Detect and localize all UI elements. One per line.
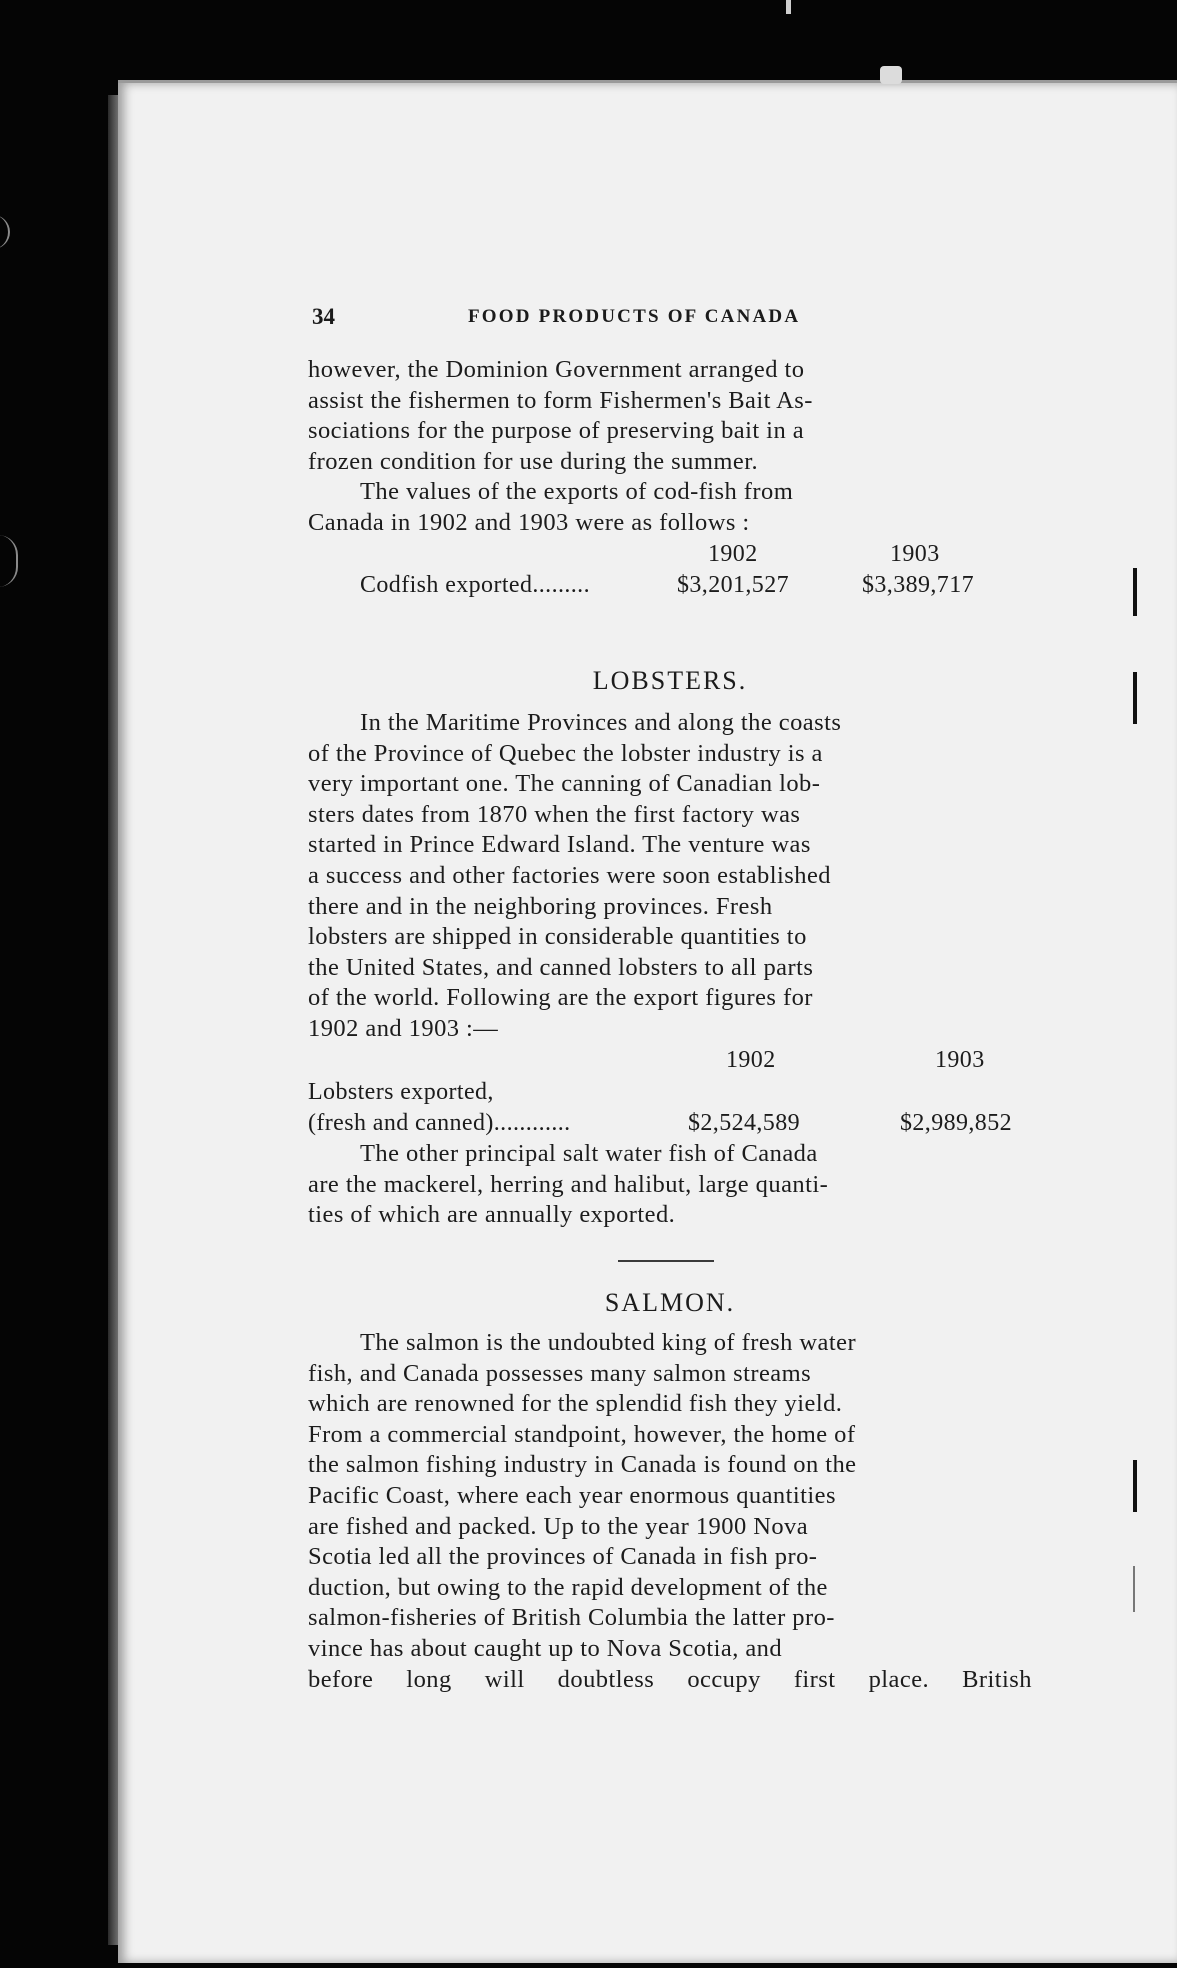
codfish-intro [308, 477, 1032, 538]
margin-mark [1133, 672, 1137, 724]
codfish-label: Codfish exported......... [360, 572, 590, 598]
text-line: 1902 and 1903 :— [308, 1014, 499, 1042]
lobsters-value-1902: $2,524,589 [688, 1110, 800, 1136]
text-line: the salmon fishing industry in Canada is found on the [308, 1451, 857, 1479]
salmon-heading: SALMON. [604, 1288, 736, 1317]
text-line: which are renowned for the splendid fish they yield. [308, 1390, 843, 1418]
left-margin-arc [0, 215, 10, 249]
text-line: The values of the exports of cod-fish from [360, 478, 794, 505]
margin-mark [1133, 568, 1137, 616]
lobsters-label-line-2: (fresh and canned)............ [308, 1110, 571, 1136]
section-divider [618, 1260, 714, 1262]
text-line: duction, but owing to the rapid development of the [308, 1573, 828, 1601]
lobsters-closing-paragraph [308, 1139, 1032, 1231]
text-line: frozen condition for use during the summer. [308, 447, 759, 475]
text-line: vince has about caught up to Nova Scotia, and [308, 1634, 783, 1662]
text-line: sters dates from 1870 when the first factory was [308, 800, 801, 828]
codfish-year-1902: 1902 [708, 541, 758, 567]
codfish-year-1903: 1903 [890, 541, 940, 567]
text-line: before long will doubtless occupy first place. British [308, 1665, 1032, 1693]
text-line: assist the fishermen to form Fishermen's Bait As- [308, 386, 813, 414]
lobsters-year-1902: 1902 [726, 1047, 776, 1073]
text-line: The salmon is the undoubted king of fresh water [360, 1329, 857, 1356]
lobsters-paragraph [308, 708, 1032, 1045]
text-line: very important one. The canning of Canadian lob- [308, 770, 821, 798]
text-line: of the Province of Quebec the lobster industry is a [308, 739, 823, 767]
left-margin-arc [0, 535, 18, 587]
text-line: lobsters are shipped in considerable quantities to [308, 923, 807, 951]
text-line: the United States, and canned lobsters to all parts [308, 953, 814, 981]
text-line: salmon-fisheries of British Columbia the latter pro- [308, 1604, 835, 1632]
codfish-value-1902: $3,201,527 [677, 572, 789, 598]
text-line: sociations for the purpose of preserving bait in a [308, 417, 805, 445]
text-line: ties of which are annually exported. [308, 1201, 676, 1229]
page-number: 34 [312, 304, 335, 329]
page-corner-tab [880, 66, 902, 84]
text-line: are the mackerel, herring and halibut, large quanti- [308, 1170, 829, 1198]
salmon-paragraph [308, 1328, 1032, 1695]
lobsters-year-1903: 1903 [935, 1047, 985, 1073]
top-edge-mark [786, 0, 791, 14]
lobsters-label-line-1: Lobsters exported, [308, 1079, 494, 1105]
text-line: From a commercial standpoint, however, the home of [308, 1420, 856, 1448]
margin-mark [1133, 1566, 1135, 1612]
text-line: started in Prince Edward Island. The venture was [308, 831, 811, 859]
lobsters-value-1903: $2,989,852 [900, 1110, 1012, 1136]
text-line: Scotia led all the provinces of Canada in fish pro- [308, 1543, 818, 1571]
text-line: Pacific Coast, where each year enormous quantities [308, 1481, 836, 1509]
text-line: however, the Dominion Government arranged to [308, 356, 805, 383]
running-title: FOOD PRODUCTS OF CANADA [468, 306, 801, 327]
codfish-value-1903: $3,389,717 [862, 572, 974, 598]
text-line: a success and other factories were soon established [308, 861, 831, 889]
text-line: The other principal salt water fish of Canada [360, 1140, 818, 1167]
text-line: fish, and Canada possesses many salmon streams [308, 1359, 812, 1387]
text-line: are fished and packed. Up to the year 1900 Nova [308, 1512, 809, 1540]
intro-paragraph [308, 355, 1032, 477]
margin-mark [1133, 1460, 1137, 1512]
lobsters-heading: LOBSTERS. [592, 666, 748, 695]
text-line: Canada in 1902 and 1903 were as follows : [308, 508, 750, 536]
text-line: of the world. Following are the export figures for [308, 984, 813, 1012]
text-line: In the Maritime Provinces and along the coasts [360, 709, 842, 736]
text-line: there and in the neighboring provinces. Fresh [308, 892, 773, 920]
running-head [312, 304, 1032, 334]
